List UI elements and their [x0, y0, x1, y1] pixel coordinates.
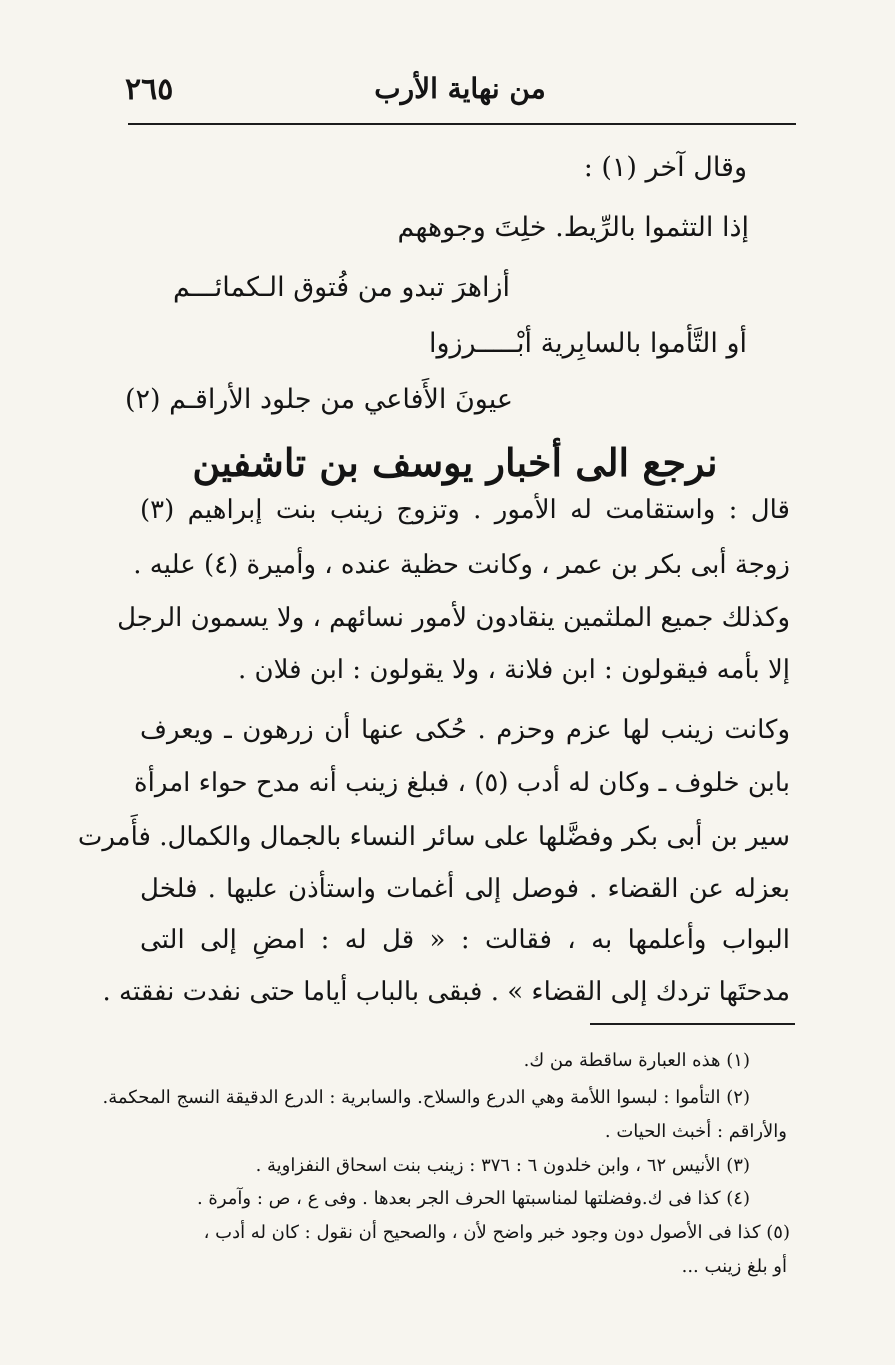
paragraph-line: البواب وأعلمها به ، فقالت : « قل له : امضِ إلى التى — [140, 925, 790, 955]
running-title: من نهاية الأرب — [374, 72, 546, 105]
paragraph-line: إلا بأمه فيقولون : ابن فلانة ، ولا يقولون : ابن فلان . — [237, 655, 790, 685]
paragraph-line: سير بن أبى بكر وفضَّلها على سائر النساء بالجمال والكمال. فأَمرت — [77, 822, 790, 852]
paragraph-line: قال : واستقامت له الأمور . وتزوج زينب بنت إبراهيم (٣) — [140, 495, 790, 525]
paragraph-line: بعزله عن القضاء . فوصل إلى أغمات واستأذن عليها . فلخل — [140, 874, 790, 904]
paragraph-line: زوجة أبى بكر بن عمر ، وكانت حظية عنده ، وأميرة (٤) عليه . — [133, 550, 790, 580]
header-rule — [128, 123, 796, 125]
footnote-3: (٣) الأنيس ٦٢ ، وابن خلدون ٦ : ٣٧٦ : زينب بنت اسحاق النفزاوية . — [255, 1155, 750, 1176]
paragraph-line: وكانت زينب لها عزم وحزم . حُكى عنها أن زرهون ـ ويعرف — [140, 715, 790, 745]
footnote-5: (٥) كذا فى الأصول دون وجود خبر واضح لأن ، والصحيح أن نقول : كان له أدب ، — [203, 1222, 790, 1243]
paragraph-line: وكذلك جميع الملثمين ينقادون لأمور نسائهم ، ولا يسمون الرجل — [117, 603, 790, 633]
paragraph-line: مدحتَها تردك إلى القضاء » . فبقى بالباب أياما حتى نفدت نفقته . — [102, 977, 790, 1007]
poem-verse-1a: إذا التثموا بالرِّيط. خلِتَ وجوههم — [397, 212, 749, 243]
poem-intro: وقال آخر (١) : — [583, 152, 747, 183]
page-number: ٢٦٥ — [125, 72, 174, 107]
section-title: نرجع الى أخبار يوسف بن تاشفين — [192, 440, 718, 485]
paragraph-line: بابن خلوف ـ وكان له أدب (٥) ، فبلغ زينب أنه مدح حواء امرأة — [134, 768, 790, 798]
footnote-4: (٤) كذا فى ك.وفضلتها لمناسبتها الحرف الجر بعدها . وفى ع ، ص : وآمرة . — [196, 1188, 750, 1209]
footnote-2: (٢) التأموا : لبسوا اللأمة وهي الدرع والسلاح. والسابرية : الدرع الدقيقة النسج المحكمة. — [102, 1087, 750, 1108]
poem-verse-2b: عيونَ الأَفاعي من جلود الأراقـم (٢) — [124, 384, 513, 415]
footnote-rule — [590, 1023, 795, 1025]
poem-verse-1b: أزاهرَ تبدو من فُتوق الـكمائـــم — [173, 272, 510, 303]
footnote-2-cont: والأراقم : أخبث الحيات . — [604, 1121, 787, 1142]
footnote-5-cont: أو بلغ زينب ... — [681, 1256, 787, 1277]
footnote-1: (١) هذه العبارة ساقطة من ك. — [523, 1050, 750, 1071]
poem-verse-2a: أو التَّأموا بالسابِرية أبْـــــرزوا — [428, 328, 747, 359]
